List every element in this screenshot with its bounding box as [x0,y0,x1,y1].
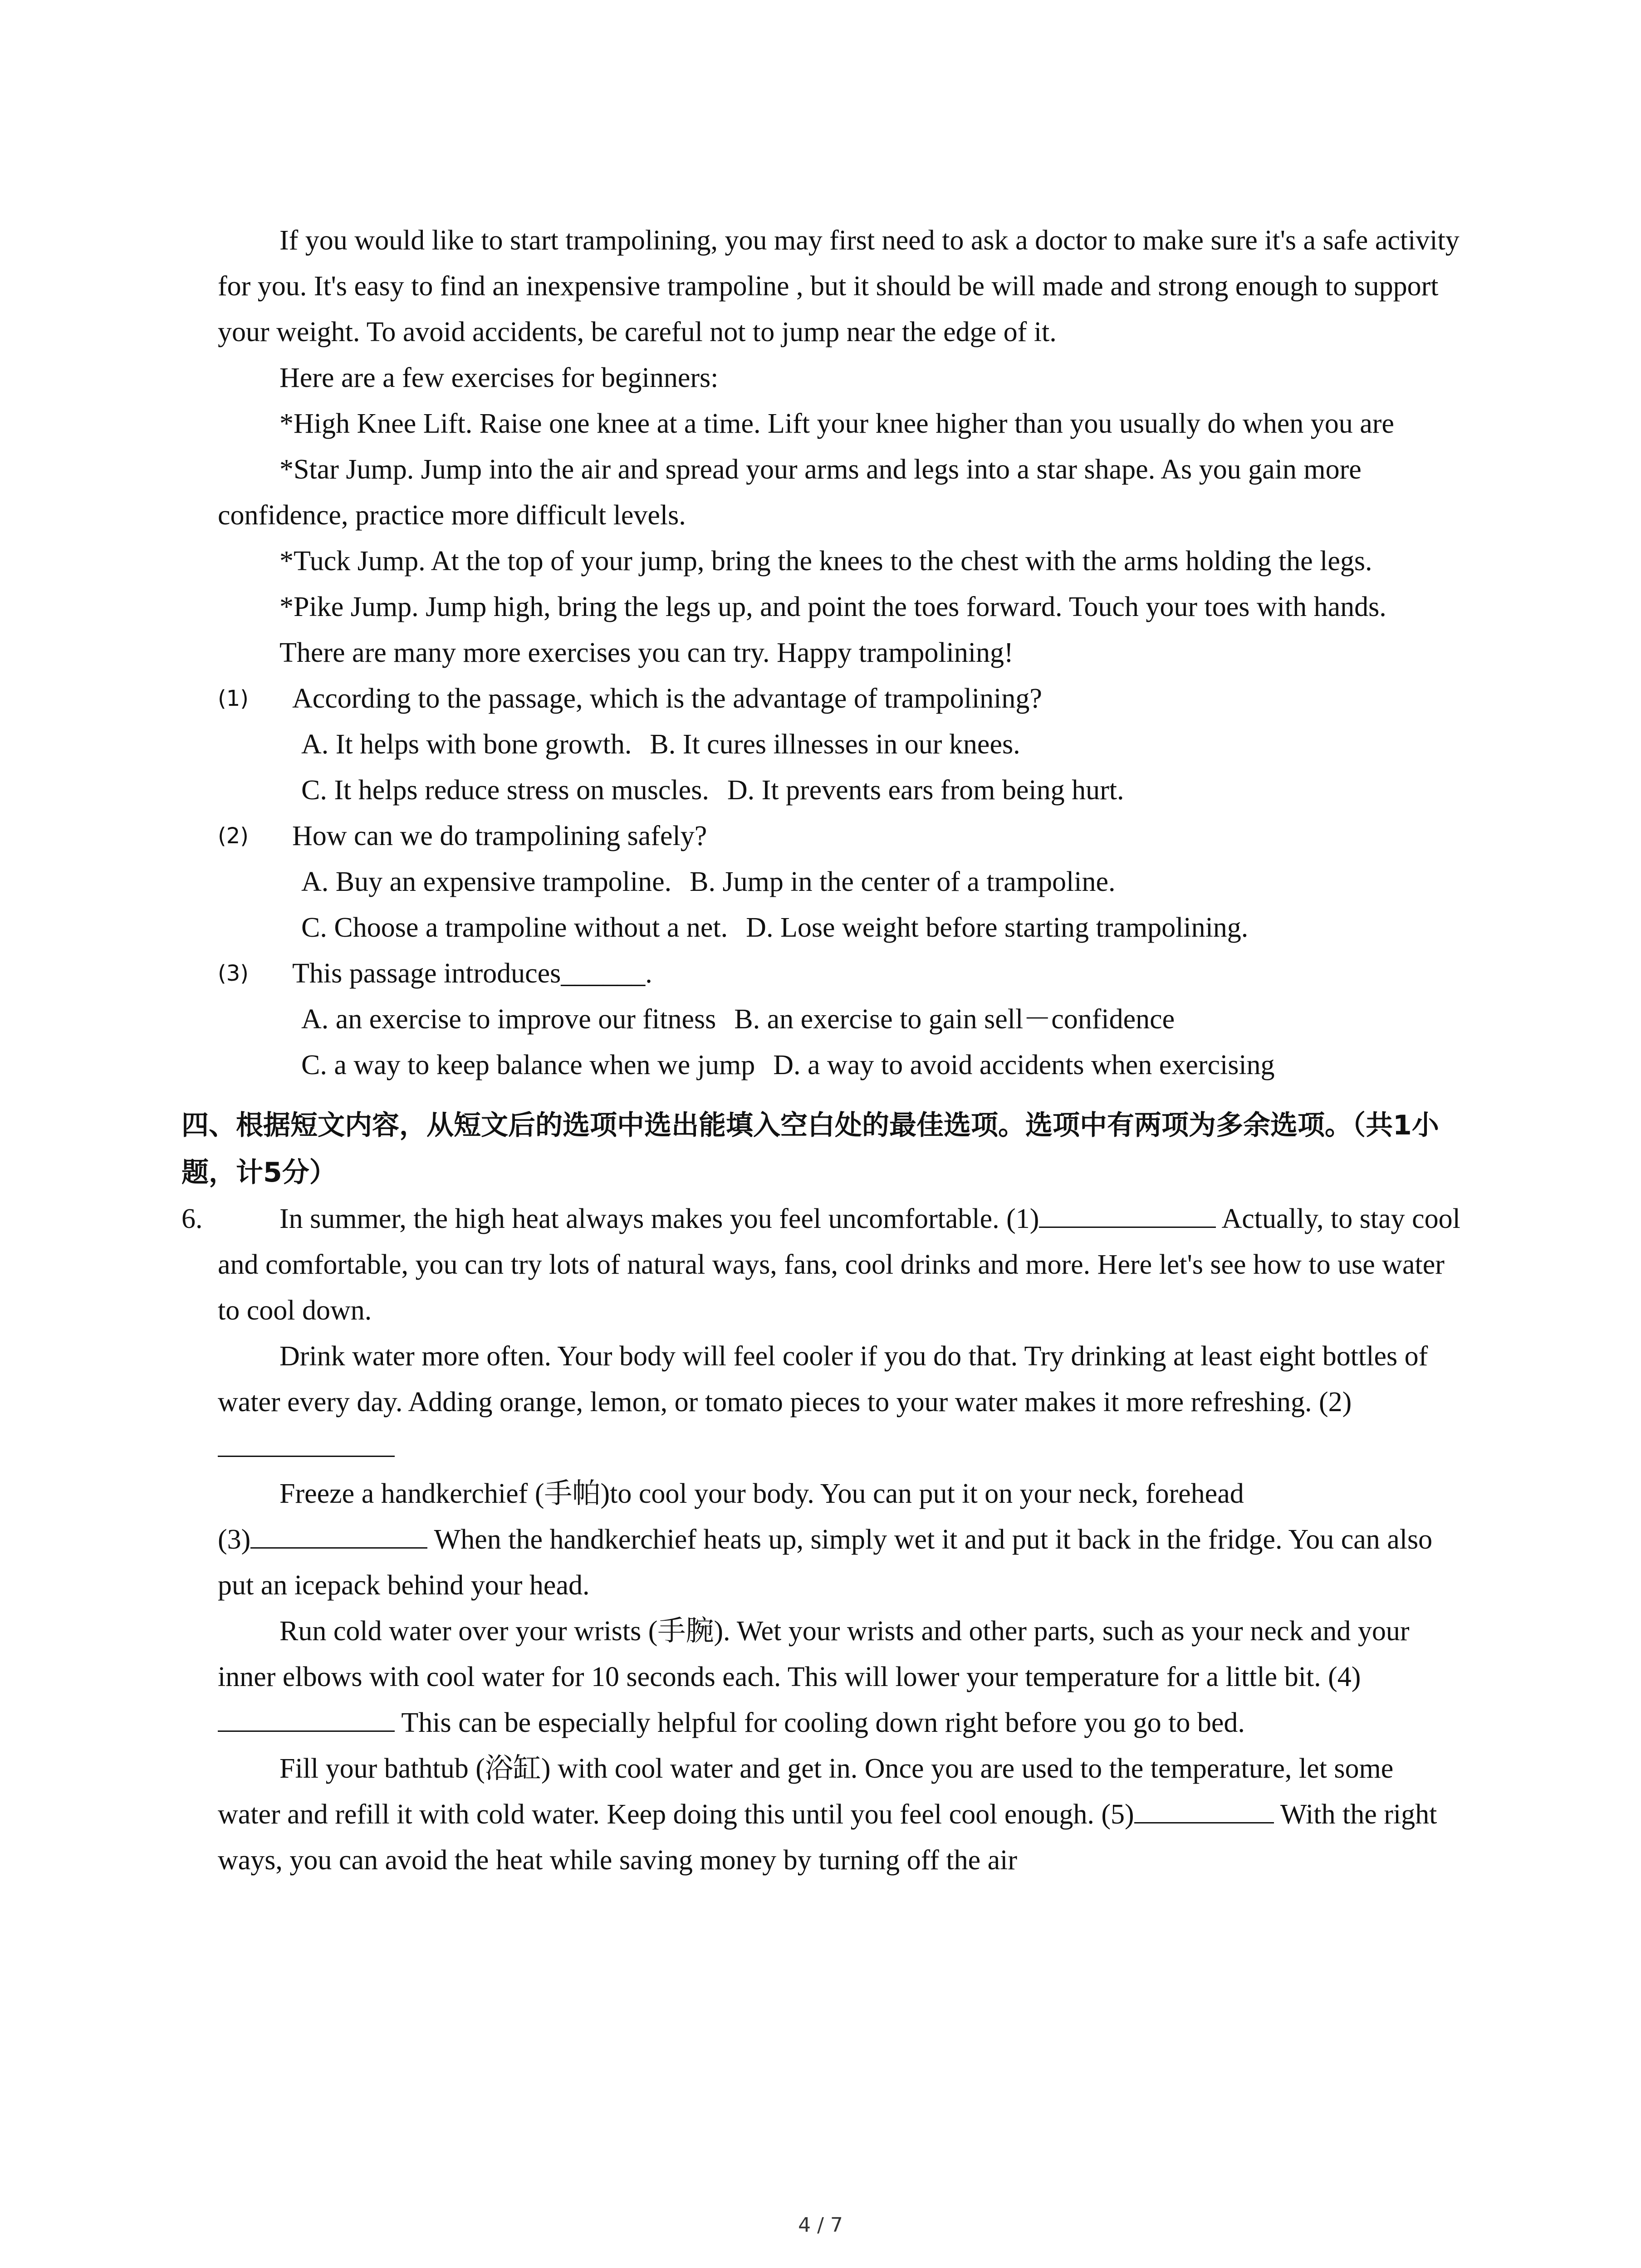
paragraph-text: Drink water more often. Your body will feel cooler if you do that. Try drinking at least eight bottles of water every day. Adding orange, lemon, or tomato pieces to your water makes it more refreshing. (2) [218,1341,1428,1418]
section-heading: 四、根据短文内容，从短文后的选项中选出能填入空白处的最佳选项。选项中有两项为多余选项。（共1小题，计5分） [181,1110,1439,1188]
option-a[interactable]: A. Buy an expensive trampoline. [301,866,672,897]
paragraph-text: When the handkerchief heats up, simply wet it and put it back in the fridge. You can also put an icepack behind your head. [218,1524,1433,1601]
option-b[interactable]: B. It cures illnesses in our knees. [650,729,1020,760]
question-2-options-row-1 [218,859,1461,905]
answer-blank-5-continued[interactable] [1204,1793,1274,1823]
option-d[interactable]: D. Lose weight before starting trampolining. [746,912,1249,943]
option-d[interactable]: D. It prevents ears from being hurt. [727,775,1124,806]
page-number: 4 / 7 [798,2214,843,2237]
option-d[interactable]: D. a way to avoid accidents when exercising [773,1050,1275,1080]
passage-paragraph-1: If you would like to start trampolining, you may first need to ask a doctor to make sure it's a safe activity for you. It's easy to find an inexpensive trampoline , but it should be will made and strong enough to support your weight. To avoid accidents, be careful not to jump near the edge of it. [218,225,1460,347]
answer-blank-4[interactable] [218,1701,395,1732]
paragraph-text: Actually, to stay cool and comfortable, you can try lots of natural ways, fans, cool drinks and more. Here let's see how to use water to cool down. [218,1203,1460,1326]
question-1-options-row-1 [218,722,1461,767]
question-1 [218,676,1461,722]
paragraph-text: In summer, the high heat always makes you feel uncomfortable. (1) [279,1203,1039,1234]
item-6-paragraph-3-line-1: Freeze a handkerchief (手帕)to cool your body. You can put it on your neck, forehead [279,1478,1244,1509]
option-b[interactable]: B. Jump in the center of a trampoline. [690,866,1116,897]
answer-blank-2[interactable] [218,1427,395,1457]
exercise-star-jump: *Star Jump. Jump into the air and spread your arms and legs into a star shape. As you gain more confidence, practice more difficult levels. [218,454,1362,531]
question-text: According to the passage, which is the advantage of trampolining? [292,683,1042,714]
item-6-paragraph-2 [218,1334,1461,1471]
item-number: 6. [181,1203,203,1234]
paragraph-text: Fill your bathtub (浴缸) with cool water and get in. Once you are used to the temperature, let some water and refill it with cold water. Keep doing this until you feel cool enough. (5) [218,1753,1394,1830]
question-3-options-row-1 [218,997,1461,1042]
item-6-paragraph-1 [218,1196,1461,1334]
question-number: (1) [218,686,249,711]
option-a[interactable]: A. an exercise to improve our fitness [301,1004,716,1035]
page-content [181,218,1461,1883]
question-number: (3) [218,961,249,986]
option-b[interactable]: B. an exercise to gain sell－confidence [734,1004,1175,1035]
question-2-options-row-2 [218,905,1461,951]
exercise-tuck-jump: *Tuck Jump. At the top of your jump, bring the knees to the chest with the arms holding the legs. [279,546,1372,577]
option-c[interactable]: C. It helps reduce stress on muscles. [301,775,709,806]
question-1-options-row-2 [218,767,1461,813]
answer-blank-5[interactable] [1134,1793,1204,1823]
question-text: How can we do trampolining safely? [292,821,707,851]
question-number: (2) [218,823,249,849]
question-3-options-row-2 [218,1042,1461,1088]
question-2 [218,813,1461,859]
paragraph-text: This can be especially helpful for cooling down right before you go to bed. [395,1707,1245,1738]
paragraph-text: Run cold water over your wrists (手腕). Wet your wrists and other parts, such as your neck and your inner elbows with cool water for 10 seconds each. This will lower your temperature for a little bit. (4) [218,1616,1410,1692]
answer-blank-1[interactable] [1039,1198,1216,1228]
paragraph-text: With the right ways, you can avoid the heat while saving money by turning off the air [218,1799,1437,1876]
passage-paragraph-2: Here are a few exercises for beginners: [279,362,719,393]
item-6-paragraph-4 [218,1608,1461,1746]
paragraph-text: (3) [218,1524,251,1555]
exercise-pike-jump: *Pike Jump. Jump high, bring the legs up, and point the toes forward. Touch your toes with hands. [279,591,1386,622]
item-6-paragraph-5 [218,1746,1461,1883]
answer-blank-3[interactable] [250,1518,427,1549]
option-a[interactable]: A. It helps with bone growth. [301,729,632,760]
passage-paragraph-3: There are many more exercises you can try. Happy trampolining! [279,637,1014,668]
option-c[interactable]: C. a way to keep balance when we jump [301,1050,755,1080]
item-6-paragraph-3-line-2 [218,1517,1461,1608]
item-6 [181,1196,1461,1883]
exercise-high-knee-lift: *High Knee Lift. Raise one knee at a time. Lift your knee higher than you usually do when you are [279,408,1394,439]
question-text: This passage introduces______. [292,958,652,989]
option-c[interactable]: C. Choose a trampoline without a net. [301,912,728,943]
question-3 [218,951,1461,997]
